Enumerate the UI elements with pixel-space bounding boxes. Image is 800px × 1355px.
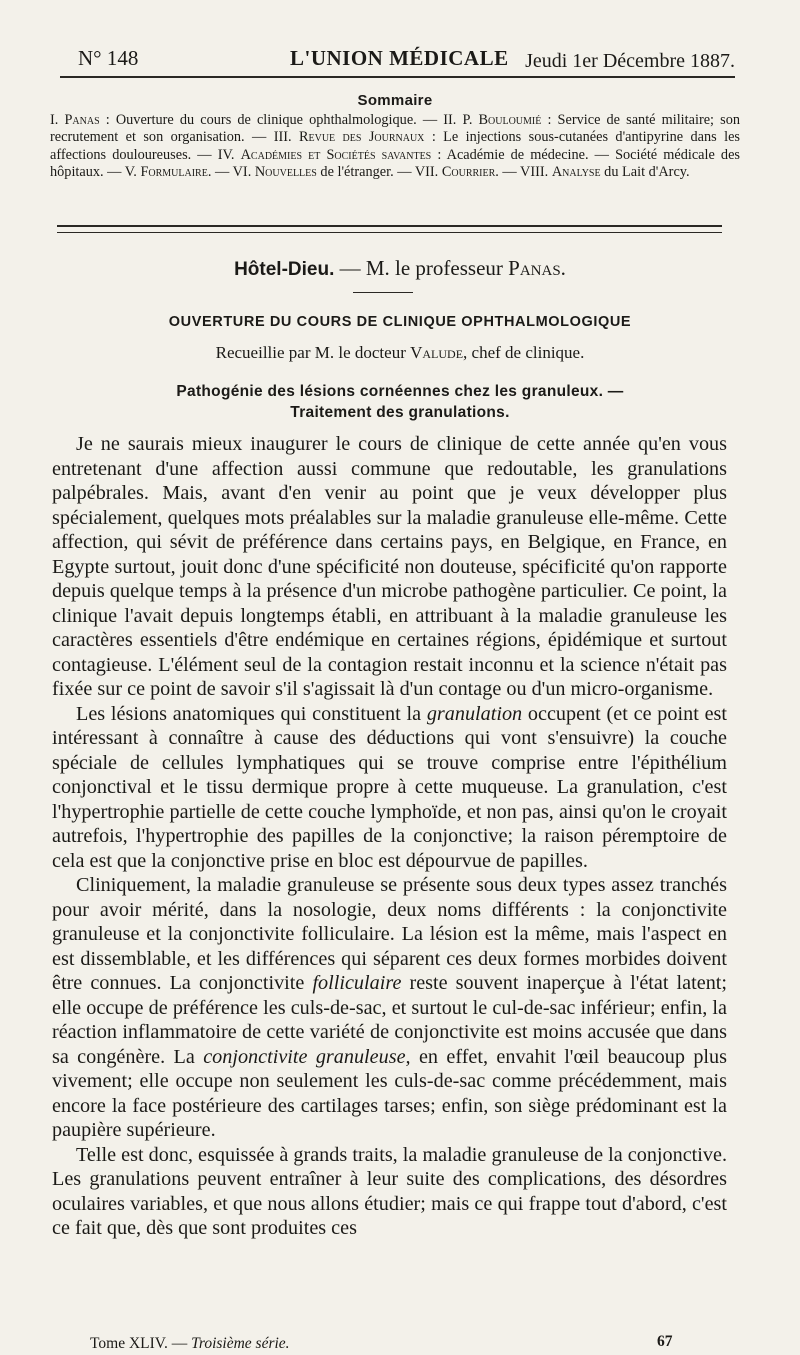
sommaire-text-run: : Service de santé militaire; son recrutement et son organisation. — III. [50, 112, 740, 146]
professor-prefix: — M. le professeur [339, 256, 509, 280]
header-divider [60, 76, 735, 78]
emphasis-term: conjonctivite granuleuse, [203, 1045, 411, 1068]
sommaire-text-run: : Ouverture du cours de clinique ophthalmologique. — II. P. [99, 112, 479, 128]
sommaire-text [50, 112, 740, 182]
series-label: Troisième série. [191, 1335, 290, 1352]
paragraph-text: Telle est donc, esquissée à grands traits, la maladie granuleuse de la conjonctive. Les granulations peuvent entraîner à leur suite des complications, des désordres oculaires variables, et que nous allons étudier; mais ce qui frappe tout d'abord, c'est ce fait que, dès que sont produites ces [52, 1143, 727, 1239]
sommaire-text-run: I. [50, 112, 65, 128]
paragraph-text: Cliniquement, la maladie granuleuse se présente sous deux types assez tranchés pour avoir mérité, dans la nosologie, deux noms différents : la conjonctivite granuleuse et la conjonctivite folliculaire. La lésion est la même, mais l'aspect en est dissemblable, et les différences qui séparent ces deux formes morbides doivent être connues. La conjonctivite [52, 874, 727, 994]
heading-rule [353, 292, 413, 293]
article-heading [0, 256, 800, 281]
paragraph-text: occupent (et ce point est intéressant à connaître à cause des déductions qui vont s'ensuivre) la couche spéciale de cellules lymphatiques qui se trouve comprise entre l'épithélium conjonctival et le tissu dermique propre à cette muqueuse. La granulation, c'est l'hypertrophie partielle de cette couche lymphoïde, et non pas, ainsi qu'on le croyait autrefois, l'hypertrophie des papilles de la conjonctive; la raison péremptoire de cela est que la conjonctive prise en bloc est dépourvue de papilles. [52, 702, 727, 872]
professor-suffix: . [560, 256, 566, 280]
collected-by [0, 343, 800, 363]
paragraph-text: reste souvent inaperçue à l'état latent; elle occupe de préférence les culs-de-sac, et surtout le cul-de-sac inférieur; enfin, la réaction inflammatoire de cette variété de conjonctivite est moins accusée que dans sa congénère. La [52, 972, 728, 1068]
tome-label: Tome XLIV. — [90, 1335, 192, 1352]
sommaire-section-name: Revue des Journaux [298, 129, 425, 146]
issue-date: Jeudi 1er Décembre 1887. [525, 50, 735, 72]
article-subtitle [0, 381, 800, 423]
sommaire-section-name: Formulaire [140, 164, 208, 181]
body-paragraph [52, 702, 727, 874]
sommaire-text-run: : Le injections sous-cutanées d'antipyrine dans les affections douloureuses. — IV. [50, 129, 740, 163]
sommaire-section-name: Analyse [551, 164, 601, 181]
collected-suffix: , chef de clinique. [463, 343, 585, 362]
sommaire-section-name: Panas [64, 112, 100, 128]
section-divider [57, 225, 722, 233]
table-of-contents [50, 92, 740, 182]
sommaire-text-run: de l'étranger. — VII. [316, 164, 442, 181]
sommaire-text-run: du Lait d'Arcy. [600, 164, 690, 181]
journal-title: L'UNION MÉDICALE [290, 46, 509, 70]
sommaire-section-name: Bouloumié [478, 112, 542, 128]
sommaire-section-name: Courrier [441, 164, 496, 181]
article-body [52, 432, 727, 1241]
collected-prefix: Recueillie par M. le docteur [215, 343, 411, 362]
page-number: 67 [657, 1333, 673, 1350]
volume-info [90, 1335, 290, 1353]
sommaire-section-name: Nouvelles [254, 164, 317, 181]
sommaire-text-run: : Académie de médecine. — Société médicale des hôpitaux. — V. [50, 146, 740, 181]
body-paragraph [52, 873, 727, 1143]
paragraph-text: Je ne saurais mieux inaugurer le cours de clinique de cette année qu'en vous entretenant d'une affection aussi commune que redoutable, les granulations palpébrales. Mais, avant d'en venir au point que je veux développer plus spécialement, quelques mots préalables sur la maladie granuleuse elle-même. Cette affection, qui sévit de préférence dans certains pays, en Belgique, en France, en Egypte surtout, jouit donc d'une spécificité non douteuse, spécificité qu'on rapporte depuis quelque temps à la présence d'un microbe pathogène particulier. Ce point, la clinique l'avait depuis longtemps établi, en attribuant à la maladie granuleuse les caractères essentiels d'être endémique en certaines régions, épidémique et surtout contagieuse. L'élément seul de la contagion restait inconnu et la science n'était pas fixée sur ce point de savoir s'il s'agissait là d'un contage ou d'un micro-organisme. [52, 433, 727, 700]
collector-name: Valude [410, 343, 464, 362]
subtitle-line-2: Traitement des granulations. [290, 404, 510, 421]
body-paragraph [52, 432, 727, 702]
paragraph-text: Les lésions anatomiques qui constituent la [76, 702, 427, 725]
emphasis-term: folliculaire [312, 972, 402, 994]
issue-number: N° 148 [78, 46, 139, 70]
hospital-name: Hôtel-Dieu. [234, 259, 335, 280]
subtitle-line-1: Pathogénie des lésions cornéennes chez les granuleux. — [176, 383, 624, 400]
sommaire-text-run: . — VI. [207, 164, 255, 181]
paragraph-text: en effet, envahit l'œil beaucoup plus vivement; elle occupe non seulement les culs-de-sac comme précédemment, mais encore la face postérieure des cartilages tarses; enfin, son siège prédominant est la paupière supérieure. [52, 1045, 727, 1141]
sommaire-heading: Sommaire [357, 92, 433, 109]
professor-name: Panas [508, 256, 561, 280]
emphasis-term: granulation [426, 702, 523, 725]
body-paragraph [52, 1143, 727, 1241]
running-header [70, 40, 735, 74]
sommaire-text-run: . — VIII. [495, 164, 552, 181]
lecture-title: OUVERTURE DU COURS DE CLINIQUE OPHTHALMOLOGIQUE [168, 314, 632, 330]
sommaire-section-name: Académies et Sociétés savantes [240, 146, 432, 163]
